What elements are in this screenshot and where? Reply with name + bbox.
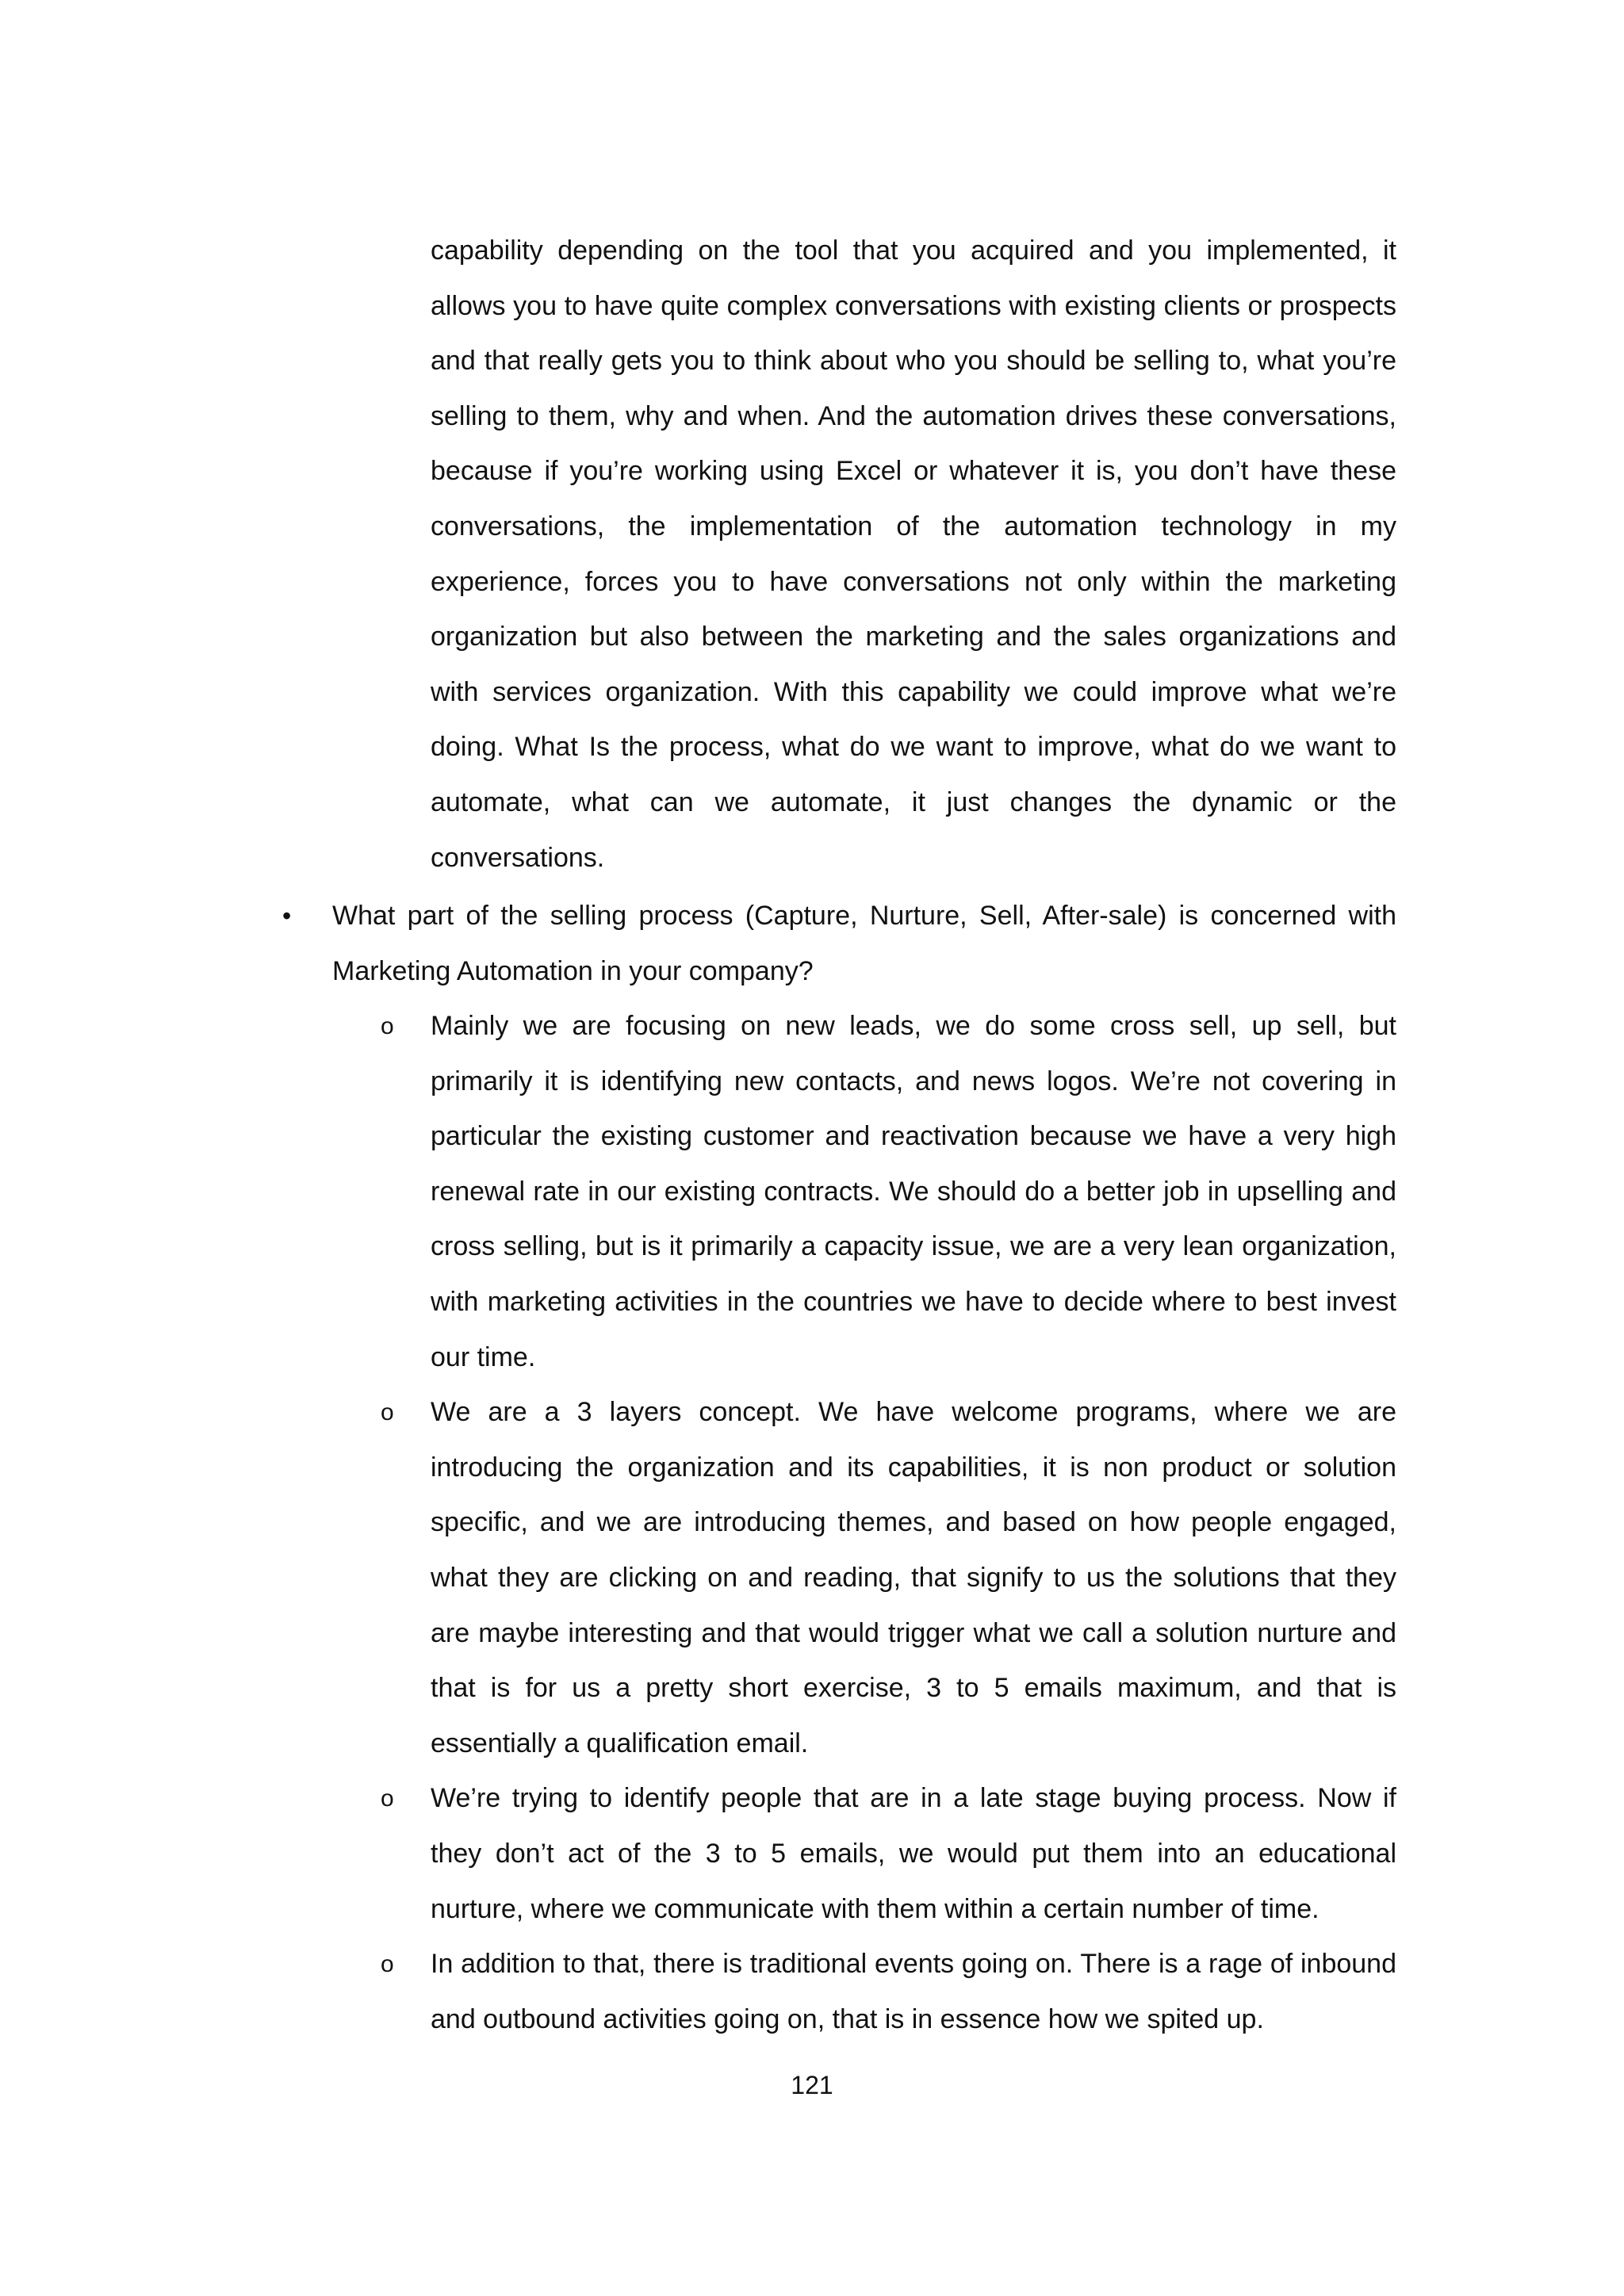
list-item bbox=[381, 1771, 1396, 1937]
list-item bbox=[381, 1937, 1396, 2047]
bullet-icon: • bbox=[282, 901, 292, 930]
list-item bbox=[381, 999, 1396, 1385]
list-item bbox=[381, 1385, 1396, 1771]
circle-bullet-icon: o bbox=[381, 1785, 394, 1812]
continuation-paragraph: capability depending on the tool that you acquired and you implemented, it allows you to have quite complex conversations with existing clients or prospects and that really gets you to think about who you should be selling to, what you’re selling to them, why and when. And the automation drives these conversations, because if you’re working using Excel or whatever it is, you don’t have these conversations, the implementation of the automation technology in my experience, forces you to have conversations not only within the marketing organization but also between the marketing and the sales organizations and with services organization. With this capability we could improve what we’re doing. What Is the process, what do we want to improve, what do we want to automate, what can we automate, it just changes the dynamic or the conversations. bbox=[431, 235, 1396, 873]
answer-list bbox=[381, 999, 1396, 2047]
list-item-text: Mainly we are focusing on new leads, we do some cross sell, up sell, but primarily it is identifying new contacts, and news logos. We’re not covering in particular the existing customer and reactivation because we have a very high renewal rate in our existing contracts. We should do a better job in upselling and cross selling, but is it primarily a capacity issue, we are a very lean organization, with marketing activities in the countries we have to decide where to best invest our time. bbox=[431, 1011, 1396, 1372]
circle-bullet-icon: o bbox=[381, 1399, 394, 1426]
circle-bullet-icon: o bbox=[381, 1013, 394, 1039]
circle-bullet-icon: o bbox=[381, 1951, 394, 1978]
list-item-text: We are a 3 layers concept. We have welcome programs, where we are introducing the organization and its capabilities, it is non product or solution specific, and we are introducing themes, and based on how people engaged, what they are clicking on and reading, that signify to us the solutions that they are maybe interesting and that would trigger what we call a solution nurture and that is for us a pretty short exercise, 3 to 5 emails maximum, and that is essentially a qualification email. bbox=[431, 1397, 1396, 1758]
question-bullet: What part of the selling process (Capture, Nurture, Sell, After-sale) is concerned with Marketing Automation in your company? bbox=[332, 901, 1396, 986]
list-item-text: We’re trying to identify people that are in a late stage buying process. Now if they don’t act of the 3 to 5 emails, we would put them into an educational nurture, where we communicate with them within a certain number of time. bbox=[431, 1783, 1396, 1924]
list-item-text: In addition to that, there is traditional events going on. There is a rage of inbound and outbound activities going on, that is in essence how we spited up. bbox=[431, 1949, 1396, 2034]
page-number: 121 bbox=[791, 2071, 833, 2099]
